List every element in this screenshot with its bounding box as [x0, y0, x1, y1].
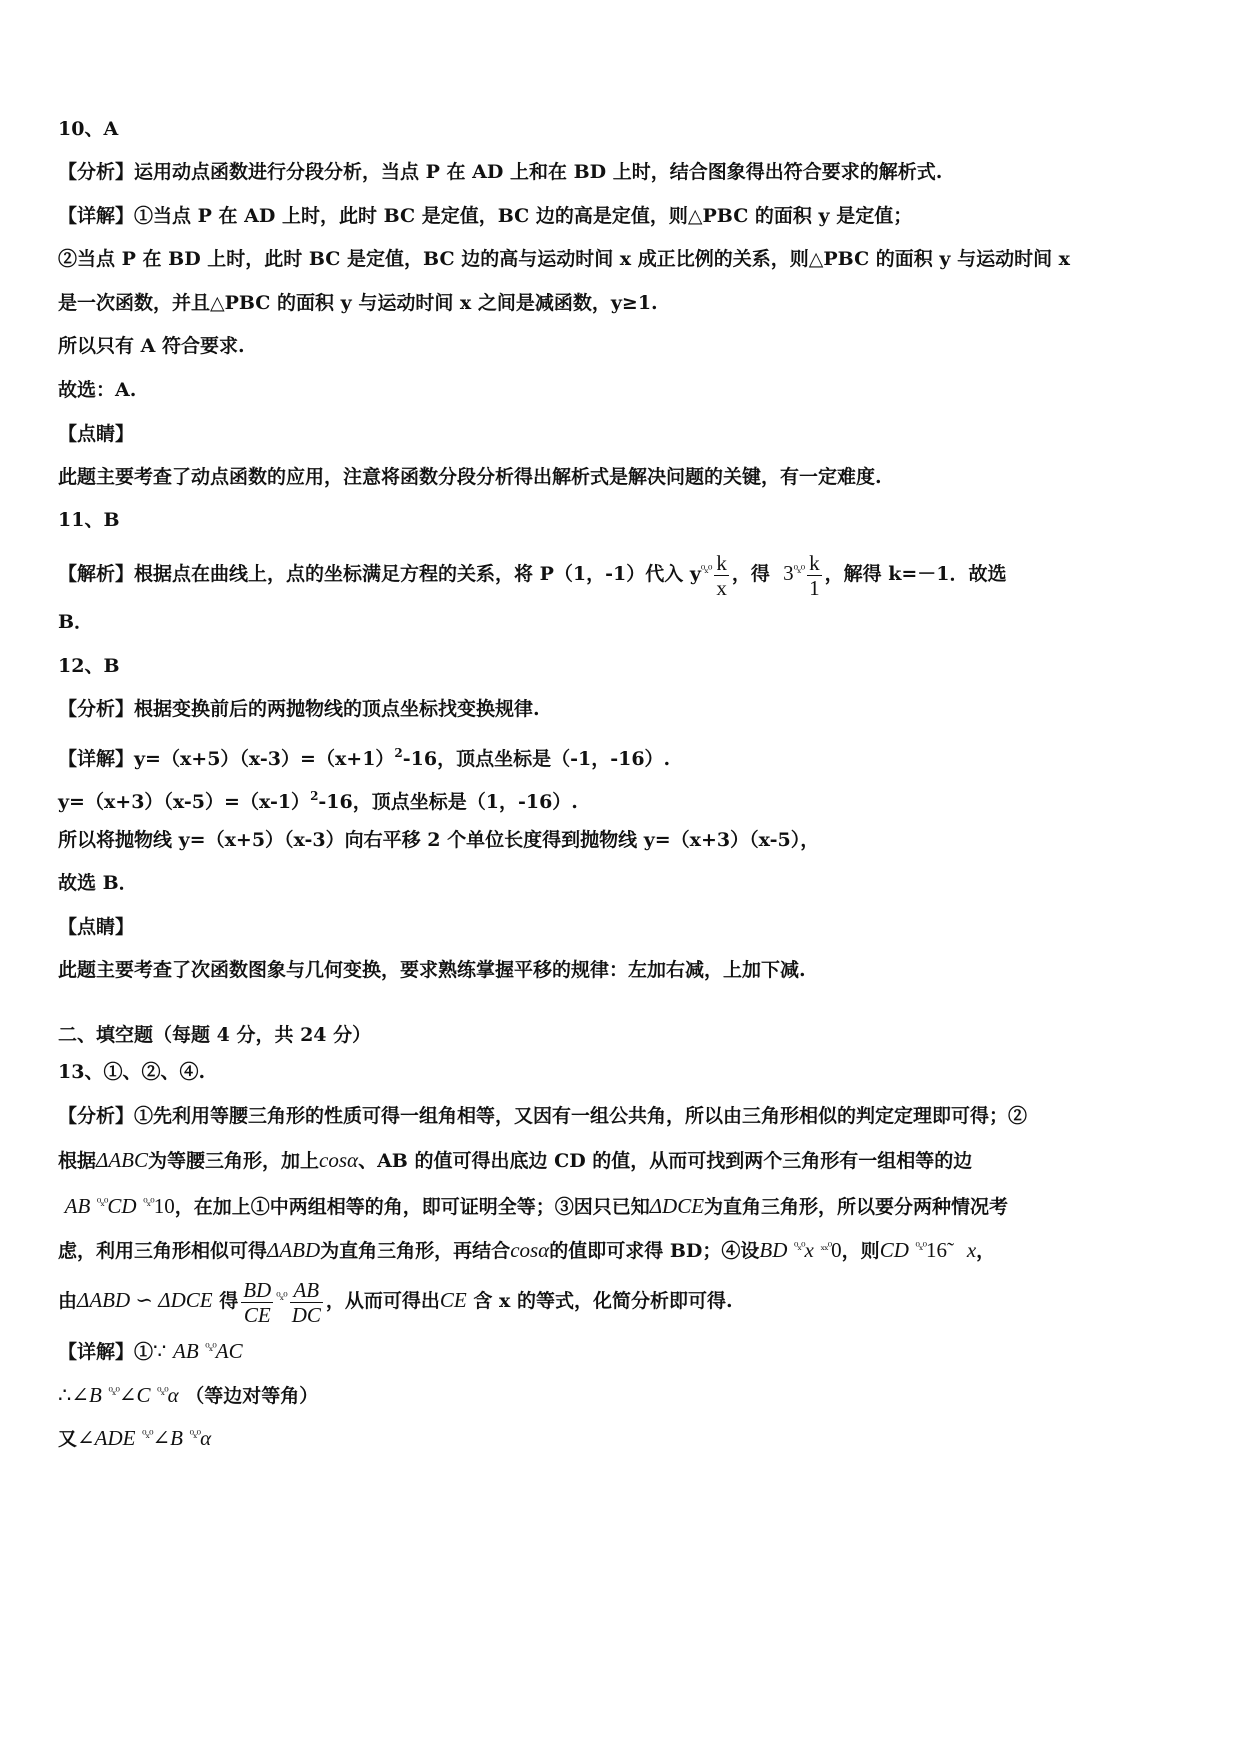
segment-cd: CD [107, 1194, 137, 1218]
equals-glyph: ⁰ₓ⁰ [143, 1196, 154, 1209]
because-symbol: ∵ [153, 1339, 167, 1363]
segment-cd: CD [879, 1238, 909, 1262]
segment-bd: BD [759, 1238, 788, 1262]
segment-ab: AB [173, 1339, 199, 1363]
fraction-denominator: CE [243, 1302, 271, 1327]
text: 、AB 的值可得出底边 CD 的值，从而可找到两个三角形有一组相等的边 [358, 1150, 973, 1172]
equals-glyph: ⁰ₓ⁰ [142, 1428, 153, 1441]
q10-conclusion: 所以只有 A 符合要求. [58, 335, 245, 357]
q11-text-d: B． [58, 611, 94, 633]
q10-answer: 故选：A. [58, 379, 137, 401]
q11-three: 3 [783, 561, 794, 585]
q10-head: 10、A [58, 118, 119, 140]
equals-glyph: ⁰ₓ⁰ [915, 1240, 926, 1253]
text: 的值即可求得 BD；④设 [549, 1240, 760, 1262]
fraction-ab-over-dc [290, 1278, 323, 1327]
q13-detail-2 [58, 1379, 318, 1409]
fraction-bd-over-ce [241, 1278, 273, 1327]
triangle-abd: ΔABD [267, 1238, 321, 1262]
cos-alpha: cosα [319, 1148, 359, 1172]
q12-answer: 故选 B． [58, 872, 138, 894]
q12-detail-b: -16，顶点坐标是（-1，-16）. [402, 748, 671, 770]
angle-c: ∠C [118, 1383, 151, 1407]
equals-glyph: ⁰ₓ⁰ [205, 1341, 216, 1354]
fraction-denominator: DC [291, 1302, 321, 1327]
q13-analysis-4 [58, 1234, 995, 1264]
q12-detail-2 [58, 783, 578, 815]
q12-line2-a: y=（x+3）（x-5）=（x-1） [58, 791, 311, 813]
therefore-symbol: ∴ [58, 1383, 72, 1407]
triangle-dce: ΔDCE [649, 1194, 705, 1218]
q10-tip-label: 【点睛】 [58, 423, 135, 445]
q12-line2-b: -16，顶点坐标是（1，-16）. [318, 791, 578, 813]
value-10: 10 [153, 1194, 175, 1218]
text: ，从而可得出 [325, 1290, 440, 1312]
fraction-denominator: x [716, 575, 727, 600]
equals-glyph: ⁰ₓ⁰ [276, 1290, 287, 1303]
q11-text-c: ，解得 k=－1．故选 [824, 563, 1007, 585]
text: 根据 [58, 1150, 97, 1172]
triangle-abc: ΔABC [96, 1148, 149, 1172]
q11-solution-line [58, 544, 1007, 600]
angle-b: ∠B [152, 1426, 183, 1450]
q12-detail-a: 【详解】y=（x+5）（x-3）=（x+1） [58, 748, 395, 770]
cos-alpha: cosα [510, 1238, 550, 1262]
alpha: α [200, 1426, 212, 1450]
q10-detail-3: 是一次函数，并且△PBC 的面积 y 与运动时间 x 之间是减函数，y≥1. [58, 292, 658, 314]
q10-analysis: 【分析】运用动点函数进行分段分析，当点 P 在 AD 上和在 BD 上时，结合图象得出符合要求的解析式. [58, 161, 943, 183]
angle-b: ∠B [71, 1383, 102, 1407]
equals-glyph: ⁰ₓ⁰ [96, 1196, 108, 1209]
q13-analysis-1: 【分析】①先利用等腰三角形的性质可得一组角相等，又因有一组公共角，所以由三角形相似的判定定理即可得；② [58, 1105, 1028, 1127]
text: 含 x 的等式，化简分析即可得. [473, 1290, 733, 1312]
value-0: 0 [831, 1238, 842, 1262]
q12-analysis: 【分析】根据变换前后的两抛物线的顶点坐标找变换规律. [58, 698, 540, 720]
q12-head: 12、B [58, 655, 120, 677]
similar-triangles: ΔABD ∽ ΔDCE [77, 1288, 213, 1312]
text: 【详解】① [58, 1341, 154, 1363]
segment-ab: AB [64, 1194, 91, 1218]
q11-text-b: ，得 [731, 563, 770, 585]
q13-detail-3 [58, 1422, 211, 1452]
var-x: x [966, 1238, 977, 1262]
equals-glyph: ⁰ₓ⁰ [108, 1385, 119, 1398]
fraction-k-over-1 [807, 551, 822, 600]
equals-glyph: ⁰ₓ⁰ [793, 563, 805, 576]
equals-glyph: ⁰ₓ⁰ [189, 1428, 201, 1441]
q12-line3: 所以将抛物线 y=（x+5）（x-3）向右平移 2 个单位长度得到抛物线 y=（x+3）（x-5）， [58, 829, 820, 851]
q13-head: 13、①、②、④. [58, 1061, 206, 1083]
text: 虑，利用三角形相似可得 [58, 1240, 268, 1262]
text: 得 [219, 1290, 239, 1312]
fraction-denominator: 1 [809, 575, 820, 600]
q10-detail-2: ②当点 P 在 BD 上时，此时 BC 是定值，BC 边的高与运动时间 x 成正比例的关系，则△PBC 的面积 y 与运动时间 x [58, 248, 1071, 270]
equals-glyph: ⁰ₓ⁰ [157, 1385, 168, 1398]
alpha: α [167, 1383, 179, 1407]
text: 又 [58, 1428, 78, 1450]
superscript: 2 [310, 789, 319, 803]
q10-tip: 此题主要考查了动点函数的应用，注意将函数分段分析得出解析式是解决问题的关键，有一定难度. [58, 466, 882, 488]
text: 为等腰三角形，加上 [148, 1150, 320, 1172]
q13-analysis-2 [58, 1147, 972, 1174]
text: （等边对等角） [185, 1385, 319, 1407]
fraction-numerator: k [716, 550, 727, 575]
q12-tip: 此题主要考查了次函数图象与几何变换，要求熟练掌握平移的规律：左加右减，上加下减. [58, 959, 806, 981]
section2-title: 二、填空题（每题 4 分，共 24 分） [58, 1024, 372, 1046]
segment-ce: CE [439, 1288, 467, 1312]
fraction-numerator: k [809, 550, 820, 575]
text: 由 [58, 1290, 78, 1312]
text: ， [976, 1240, 996, 1262]
text: ，则 [841, 1240, 880, 1262]
q13-analysis-3 [58, 1190, 1008, 1220]
text: 为直角三角形，再结合 [320, 1240, 511, 1262]
var-x: x [804, 1238, 814, 1262]
q11-head: 11、B [58, 509, 120, 531]
fraction-numerator: AB [290, 1278, 323, 1303]
q11-text-a: 【解析】根据点在曲线上，点的坐标满足方程的关系，将 P（1，-1）代入 y [58, 563, 701, 585]
angle-ade: ∠ADE [77, 1426, 136, 1450]
q12-tip-label: 【点睛】 [58, 916, 135, 938]
greater-glyph: ₓₓ⁰ [820, 1240, 832, 1253]
equals-glyph: ⁰ₓ⁰ [794, 1240, 805, 1253]
value-16: 16̃ [925, 1238, 947, 1262]
q10-detail-1: 【详解】①当点 P 在 AD 上时，此时 BC 是定值，BC 边的高是定值，则△PBC 的面积 y 是定值； [58, 205, 913, 227]
segment-ac: AC [215, 1339, 243, 1363]
equals-glyph: ⁰ₓ⁰ [700, 563, 712, 576]
superscript: 2 [394, 746, 403, 760]
q13-analysis-5 [58, 1268, 733, 1330]
fraction-k-over-x [714, 551, 729, 600]
text: ，在加上①中两组相等的角，即可证明全等；③因只已知 [174, 1196, 650, 1218]
q12-detail-1 [58, 740, 670, 772]
q13-detail-1 [58, 1335, 243, 1365]
text: 为直角三角形，所以要分两种情况考 [704, 1196, 1009, 1218]
fraction-numerator: BD [243, 1277, 272, 1302]
